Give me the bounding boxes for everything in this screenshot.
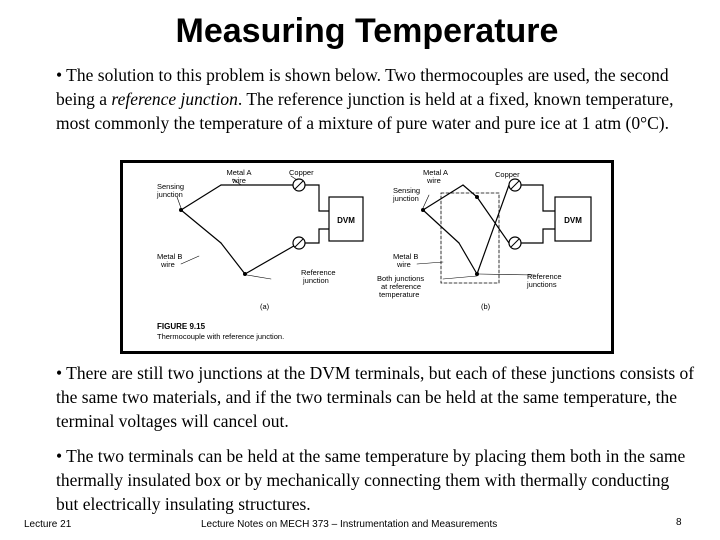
label-metal-b-b-line2: wire (397, 260, 411, 269)
label-metal-b-b-line1: Metal B (393, 252, 419, 261)
metal-b-wire (181, 210, 221, 243)
label-metal-b-line2: wire (161, 260, 175, 269)
label-sensing-line1: Sensing (157, 182, 185, 191)
label-metal-a-line1: Metal A (226, 168, 252, 177)
paragraph-same-temperature: • The two terminals can be held at the same temperature by placing them both in the same thermally insulated box or by mechanically connecting them with thermally conducting but electrically insulating structures. (56, 446, 686, 514)
figure-caption-title: FIGURE 9.15 (157, 322, 206, 331)
label-metal-a-b-line1: Metal A (423, 168, 449, 177)
metal-a-wire (181, 185, 221, 210)
copper-lead-lower-b (521, 229, 555, 243)
panel-a (156, 168, 363, 311)
label-sensing-b-line1: Sensing (393, 186, 421, 195)
sensing-junction-dot (179, 208, 183, 212)
panel-b-label: (b) (481, 302, 491, 311)
reference-junction-dot-b1 (475, 195, 479, 199)
copper-lead-upper-b (521, 185, 555, 211)
paragraph-solution-part1: • The solution to this problem is shown below. Two thermocouples are used, the second being a (56, 65, 669, 109)
copper-lead-lower (305, 229, 329, 243)
thermocouple-diagram (123, 163, 611, 351)
metal-a-wire-b2 (463, 185, 477, 197)
leader-both-b (443, 276, 477, 279)
reference-junction-dot (243, 272, 247, 276)
metal-a-wire-b (423, 185, 463, 210)
label-sensing-line2: junction (157, 190, 183, 199)
paragraph-terminals: • There are still two junctions at the DVM terminals, but each of these junctions consists of the same two materials, and if the two terminals can be held at the same temperature, the terminal voltages will cancel out. (56, 363, 695, 431)
label-copper-b: Copper (495, 170, 520, 179)
label-reference-b-line2: junctions (527, 280, 557, 289)
leader-metal-b (181, 256, 199, 264)
dvm-label: DVM (337, 216, 355, 225)
footer-page-number: 8 (676, 517, 682, 528)
label-both-line3: temperature (379, 290, 420, 299)
label-metal-a-b-line2: wire (427, 176, 441, 185)
sensing-junction-dot-b (421, 208, 425, 212)
label-sensing-b-line2: junction (393, 194, 419, 203)
reference-junction-term: reference junction (111, 89, 238, 109)
copper-leg-b1 (477, 197, 509, 243)
label-metal-a-line2: wire (232, 176, 246, 185)
label-reference-b-line1: Reference (527, 272, 562, 281)
thermocouple-figure (120, 160, 614, 354)
footer-course: Lecture Notes on MECH 373 – Instrumentation and Measurements (201, 519, 498, 530)
panel-b (377, 168, 591, 311)
dvm-label-b: DVM (564, 216, 582, 225)
paragraph-solution-part2: . The reference junction is held at a fixed, known temperature, most commonly the temperature of a mixture of pure water and pure ice at 1 atm (0°C). (56, 89, 674, 133)
label-metal-b-line1: Metal B (157, 252, 183, 261)
slide-title: Measuring Temperature (175, 12, 559, 50)
label-both-line2: at reference (381, 282, 422, 291)
label-copper: Copper (289, 168, 314, 177)
paragraph-solution (56, 63, 696, 135)
figure-caption-text: Thermocouple with reference junction. (157, 332, 285, 341)
leader-reference (247, 275, 271, 279)
panel-a-label: (a) (260, 302, 270, 311)
leader-metal-b-b (417, 262, 443, 264)
copper-lead-upper (305, 185, 329, 211)
reference-metal-a-wire (245, 243, 299, 274)
metal-b-wire-lower (221, 243, 245, 274)
label-both-line1: Both junctions (377, 274, 425, 283)
copper-leg-b2 (477, 185, 509, 274)
label-reference-line1: Reference (301, 268, 336, 277)
metal-b-wire-b2 (459, 243, 477, 274)
leader-sensing-b (423, 195, 429, 208)
reference-junction-dot-b2 (475, 272, 479, 276)
footer-lecture: Lecture 21 (24, 519, 72, 530)
label-reference-line2: junction (303, 276, 329, 285)
